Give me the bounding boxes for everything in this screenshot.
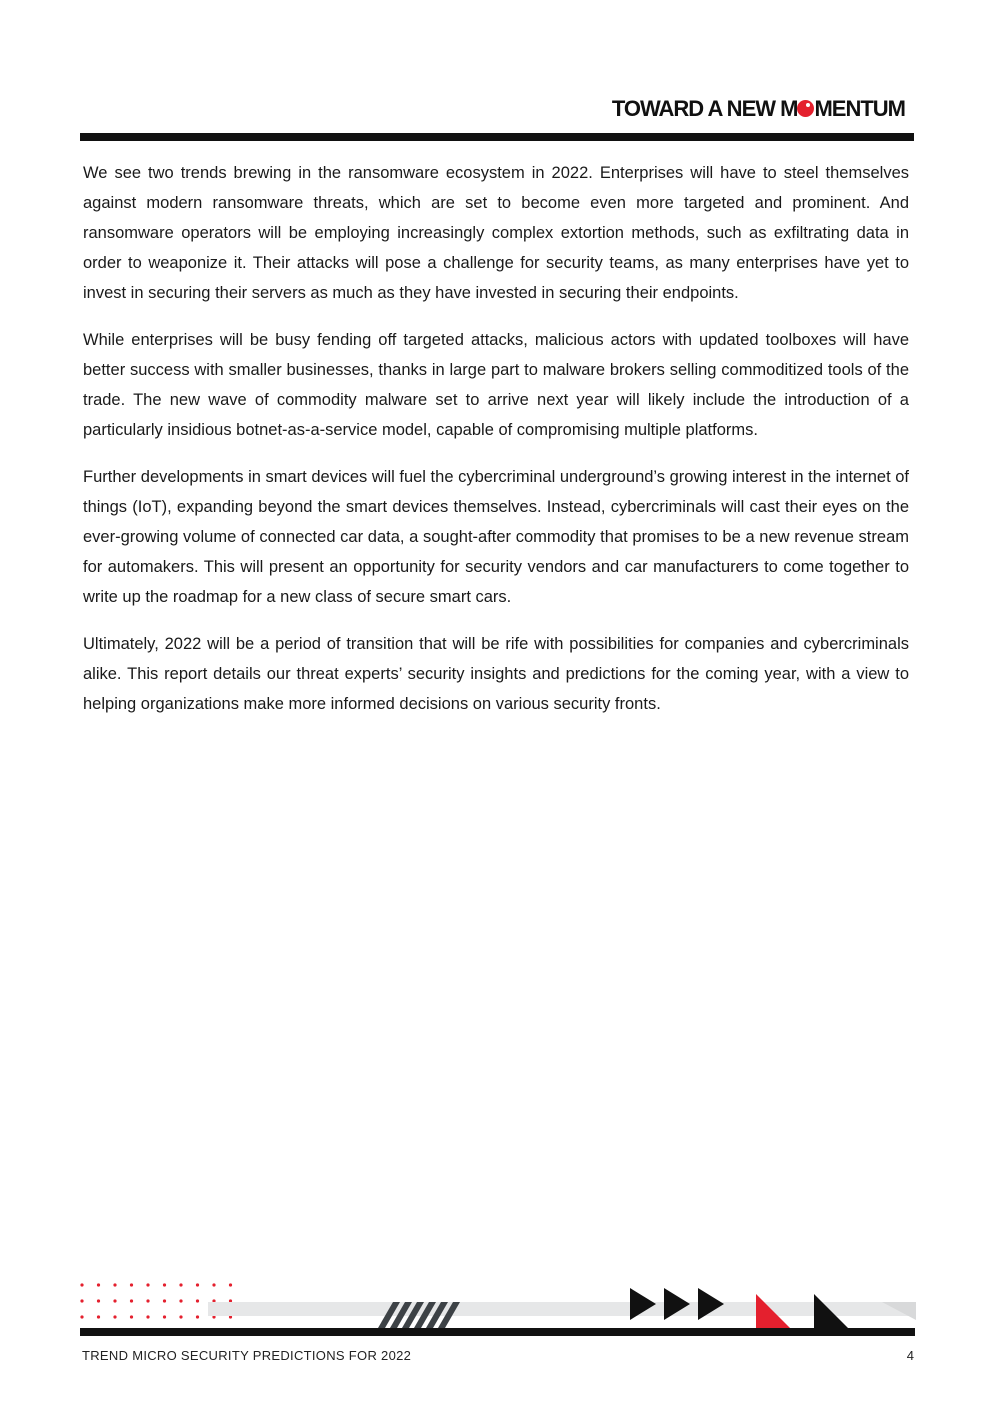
grid-dot	[146, 1315, 149, 1318]
grid-dot	[196, 1315, 199, 1318]
grid-dot	[196, 1299, 199, 1302]
header-title-part1: TOWARD A NEW M	[611, 96, 798, 121]
gray-band	[208, 1302, 916, 1316]
grid-dot	[130, 1299, 133, 1302]
grid-dot	[179, 1283, 182, 1286]
page-number: 4	[906, 1348, 914, 1363]
momentum-o-dot-icon	[797, 100, 814, 117]
grid-dot	[80, 1283, 83, 1286]
grid-dot	[97, 1315, 100, 1318]
header-title-part2: MENTUM	[814, 96, 905, 121]
grid-dot	[179, 1315, 182, 1318]
header-title	[612, 96, 913, 122]
footer-report-title: TREND MICRO SECURITY PREDICTIONS FOR 2022	[82, 1348, 412, 1363]
grid-dot	[146, 1299, 149, 1302]
body-text	[83, 158, 909, 736]
paragraph: We see two trends brewing in the ransomware ecosystem in 2022. Enterprises will have to steel themselves against modern ransomware threats, which are set to become even more targeted and prominent. And ransomware operators will be employing increasingly complex extortion methods, such as exfiltrating data in order to weaponize it. Their attacks will pose a challenge for security teams, as many enterprises have yet to invest in securing their servers as much as they have invested in securing their endpoints.	[83, 164, 909, 302]
grid-dot	[163, 1315, 166, 1318]
grid-dot	[130, 1315, 133, 1318]
paragraph: Further developments in smart devices will fuel the cybercriminal underground’s growing interest in the internet of things (IoT), expanding beyond the smart devices themselves. Instead, cybercriminals will cast their eyes on the ever-growing volume of connected car data, a sought-after commodity that promises to be a new revenue stream for automakers. This will present an opportunity for security vendors and car manufacturers to come together to write up the roadmap for a new class of secure smart cars.	[83, 468, 910, 606]
grid-dot	[80, 1315, 83, 1318]
grid-dot	[146, 1283, 149, 1286]
grid-dot	[163, 1299, 166, 1302]
grid-dot	[97, 1283, 100, 1286]
page-header	[80, 96, 913, 122]
grid-dot	[80, 1299, 83, 1302]
grid-dot	[196, 1283, 199, 1286]
header-rule	[80, 133, 914, 141]
footer-rule	[80, 1328, 915, 1336]
grid-dot	[113, 1315, 116, 1318]
grid-dot	[113, 1283, 116, 1286]
paragraph: Ultimately, 2022 will be a period of transition that will be rife with possibilities for companies and cybercriminals alike. This report details our threat experts’ security insights and predictions for the coming year, with a view to helping organizations make more informed decisions on various security fronts.	[83, 635, 909, 713]
grid-dot	[97, 1299, 100, 1302]
grid-dot	[163, 1283, 166, 1286]
grid-dot	[113, 1299, 116, 1302]
paragraph: While enterprises will be busy fending off targeted attacks, malicious actors with updated toolboxes will have better success with smaller businesses, thanks in large part to malware brokers selling commoditized tools of the trade. The new wave of commodity malware set to arrive next year will likely include the introduction of a particularly insidious botnet-as-a-service model, capable of compromising multiple platforms.	[83, 331, 909, 439]
grid-dot	[179, 1299, 182, 1302]
grid-dot	[229, 1283, 232, 1286]
grid-dot	[212, 1283, 215, 1286]
grid-dot	[130, 1283, 133, 1286]
